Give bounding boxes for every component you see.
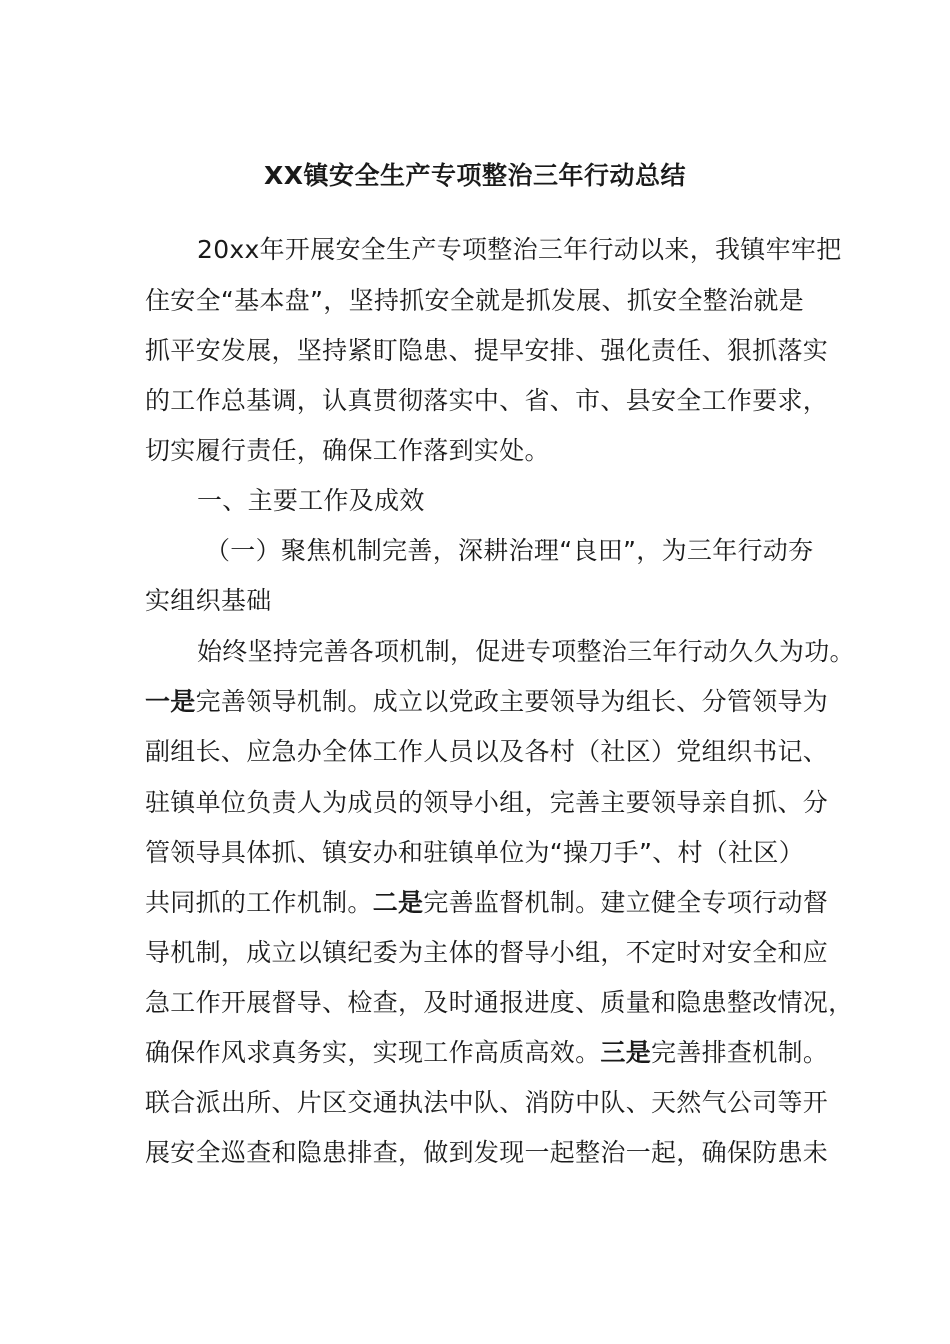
- paragraph-line: [197, 483, 425, 519]
- line-text: 完善排查机制。: [651, 1038, 829, 1067]
- paragraph-line: [145, 734, 828, 770]
- paragraph-line: [145, 835, 804, 871]
- bold-lead-text: 二是: [372, 888, 424, 917]
- paragraph-line: [145, 283, 804, 319]
- paragraph-line: [145, 985, 853, 1021]
- line-text: 一、主要工作及成效: [197, 486, 425, 515]
- line-text: 共同抓的工作机制。: [145, 888, 373, 917]
- line-text: 驻镇单位负责人为成员的领导小组，完善主要领导亲自抓、分: [145, 788, 829, 817]
- line-text: 住安全“基本盘”，坚持抓安全就是抓发展、抓安全整治就是: [145, 286, 805, 315]
- line-text: 管领导具体抓、镇安办和驻镇单位为“操刀手”、村（社区）: [145, 838, 805, 867]
- line-text: 确保作风求真务实，实现工作高质高效。: [145, 1038, 601, 1067]
- paragraph-line: [145, 1035, 828, 1071]
- paragraph-line: [145, 333, 828, 369]
- line-text: 抓平安发展，坚持紧盯隐患、提早安排、强化责任、狠抓落实: [145, 336, 829, 365]
- line-text: 20xx年开展安全生产专项整治三年行动以来，我镇牢牢把: [197, 235, 842, 264]
- line-text: 副组长、应急办全体工作人员以及各村（社区）党组织书记、: [145, 737, 829, 766]
- bold-lead-text: 一是: [145, 687, 196, 716]
- paragraph-line: [197, 232, 842, 268]
- line-text: 始终坚持完善各项机制，促进专项整治三年行动久久为功。: [197, 637, 855, 666]
- paragraph-line: [145, 1135, 828, 1171]
- line-text: 联合派出所、片区交通执法中队、消防中队、天然气公司等开: [145, 1088, 829, 1117]
- paragraph-line: [145, 684, 828, 720]
- line-text: 完善监督机制。建立健全专项行动督: [423, 888, 829, 917]
- paragraph-line: [145, 785, 828, 821]
- line-text: 实组织基础: [145, 586, 272, 615]
- line-text: 展安全巡查和隐患排查，做到发现一起整治一起，确保防患未: [145, 1138, 829, 1167]
- paragraph-line: [145, 383, 828, 419]
- line-text: 切实履行责任，确保工作落到实处。: [145, 436, 550, 465]
- line-text: （一）聚焦机制完善，深耕治理“良田”，为三年行动夯: [205, 536, 814, 565]
- paragraph-line: [197, 634, 855, 670]
- line-text: 完善领导机制。成立以党政主要领导为组长、分管领导为: [195, 687, 829, 716]
- paragraph-line: [145, 935, 828, 971]
- paragraph-line: [205, 533, 813, 569]
- line-text: 导机制，成立以镇纪委为主体的督导小组，不定时对安全和应: [145, 938, 829, 967]
- document-title: XX镇安全生产专项整治三年行动总结: [263, 161, 687, 190]
- line-text: 急工作开展督导、检查，及时通报进度、质量和隐患整改情况，: [145, 988, 854, 1017]
- paragraph-line: [145, 885, 828, 921]
- bold-lead-text: 三是: [600, 1038, 652, 1067]
- paragraph-line: [145, 1085, 828, 1121]
- line-text: 的工作总基调，认真贯彻落实中、省、市、县安全工作要求，: [145, 386, 829, 415]
- paragraph-line: [145, 433, 550, 469]
- paragraph-line: [145, 583, 272, 619]
